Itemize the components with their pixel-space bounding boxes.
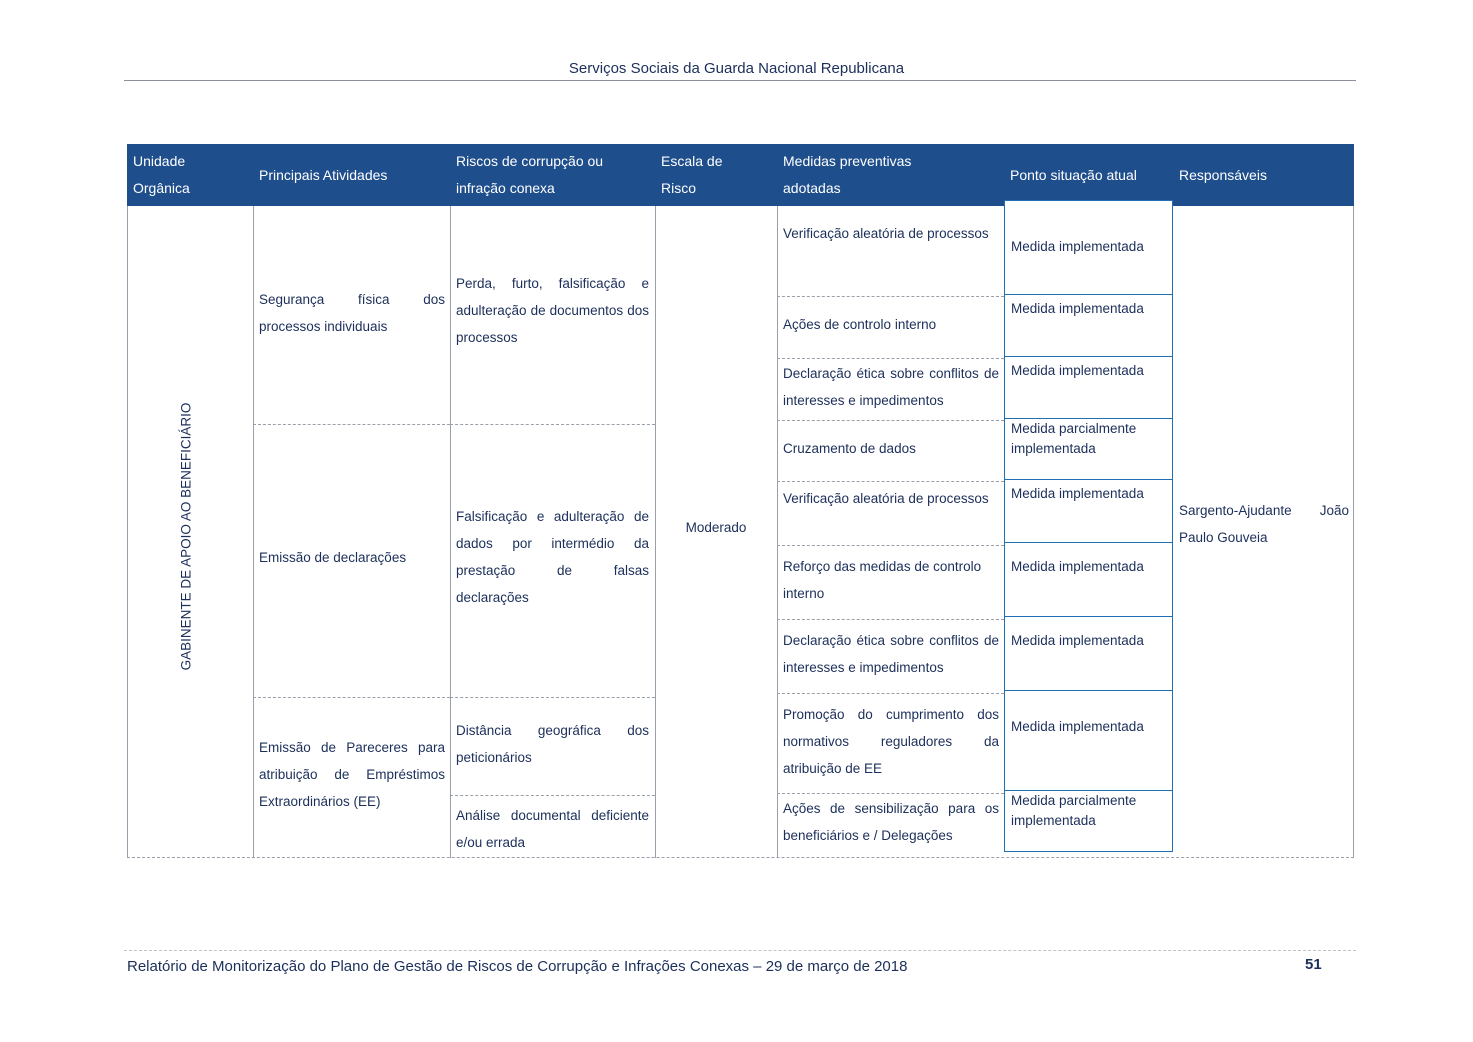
row-divider (777, 793, 1004, 794)
divider (450, 206, 451, 858)
divider (253, 206, 254, 858)
page-number: 51 (1305, 956, 1322, 973)
atividade-cell: Emissão de declarações (259, 550, 407, 565)
risco-cell: Perda, furto, falsificação e adulteração de documentos dos processos (456, 276, 649, 345)
divider (127, 206, 128, 858)
medida-cell: Verificação aleatória de processos (783, 226, 989, 241)
header-responsaveis (1173, 144, 1354, 206)
medida-cell: Ações de sensibilização para os beneficiários e / Delegações (783, 801, 999, 843)
header-rule (124, 80, 1356, 81)
row-divider (777, 481, 1004, 482)
unidade-organica-cell (141, 336, 231, 736)
header-escala-line2: Risco (661, 180, 697, 196)
risk-table (127, 144, 1354, 858)
status-box: Medida implementada (1004, 479, 1173, 544)
status-box: Medida implementada (1004, 356, 1173, 420)
medida-cell: Ações de controlo interno (783, 317, 937, 332)
header-medidas-line2: adotadas (783, 180, 841, 196)
medida-cell: Cruzamento de dados (783, 441, 916, 456)
atividade-cell: Emissão de Pareceres para atribuição de Empréstimos Extraordinários (EE) (259, 740, 445, 809)
footer-rule (124, 950, 1356, 951)
medida-cell: Declaração ética sobre conflitos de interesses e impedimentos (783, 633, 999, 675)
status-box: Medida parcialmente implementada (1004, 790, 1173, 852)
footer-text: Relatório de Monitorização do Plano de Gestão de Riscos de Corrupção e Infrações Conexas – 29 de março de 2018 (127, 958, 908, 975)
header-riscos-line1: Riscos de corrupção ou (456, 153, 604, 169)
medida-cell: Promoção do cumprimento dos normativos reguladores da atribuição de EE (783, 707, 999, 776)
status-box: Medida implementada (1004, 294, 1173, 358)
table-header-row (127, 144, 1354, 206)
header-medidas (777, 144, 1004, 206)
status-box: Medida implementada (1004, 200, 1173, 296)
header-riscos (450, 144, 655, 206)
table-bottom-border (127, 857, 1354, 858)
risco-cell: Falsificação e adulteração de dados por intermédio da prestação de falsas declarações (456, 509, 649, 605)
row-divider (777, 545, 1004, 546)
page-header-title: Serviços Sociais da Guarda Nacional Republicana (568, 60, 905, 77)
divider (777, 206, 778, 858)
risco-cell: Distância geográfica dos peticionários (456, 723, 649, 765)
header-unidade-line1: Unidade (133, 153, 186, 169)
medida-cell: Declaração ética sobre conflitos de interesses e impedimentos (783, 366, 999, 408)
header-escala (655, 144, 777, 206)
row-divider (450, 697, 655, 698)
unidade-organica-text: GABINENTE DE APOIO AO BENEFICIÁRIO (178, 402, 194, 670)
header-medidas-line1: Medidas preventivas (783, 153, 912, 169)
divider (1353, 206, 1354, 858)
medida-cell: Verificação aleatória de processos (783, 491, 989, 506)
row-divider (777, 358, 1004, 359)
header-unidade-line2: Orgânica (133, 180, 190, 196)
status-box: Medida implementada (1004, 690, 1173, 792)
header-unidade (127, 144, 253, 206)
row-divider (777, 619, 1004, 620)
header-responsaveis-text: Responsáveis (1179, 166, 1267, 183)
row-divider (253, 697, 450, 698)
header-riscos-line2: infração conexa (456, 180, 555, 196)
row-divider (777, 693, 1004, 694)
header-ponto-text: Ponto situação atual (1010, 166, 1137, 183)
row-divider (777, 296, 1004, 297)
status-box: Medida implementada (1004, 616, 1173, 692)
header-atividades-text: Principais Atividades (259, 166, 388, 183)
row-divider (253, 424, 450, 425)
header-escala-line1: Escala de (661, 153, 723, 169)
medida-cell: Reforço das medidas de controlo interno (783, 559, 982, 601)
risco-cell: Análise documental deficiente e/ou errada (456, 808, 649, 850)
row-divider (450, 795, 655, 796)
row-divider (450, 424, 655, 425)
escala-cell: Moderado (685, 520, 747, 535)
status-box: Medida implementada (1004, 542, 1173, 618)
responsavel-cell: Sargento-Ajudante João Paulo Gouveia (1179, 503, 1349, 545)
row-divider (777, 420, 1004, 421)
header-atividades (253, 144, 450, 206)
atividade-cell: Segurança física dos processos individuais (259, 292, 445, 334)
table-body (127, 206, 1354, 858)
header-ponto (1004, 144, 1173, 206)
status-box: Medida parcialmente implementada (1004, 418, 1173, 481)
